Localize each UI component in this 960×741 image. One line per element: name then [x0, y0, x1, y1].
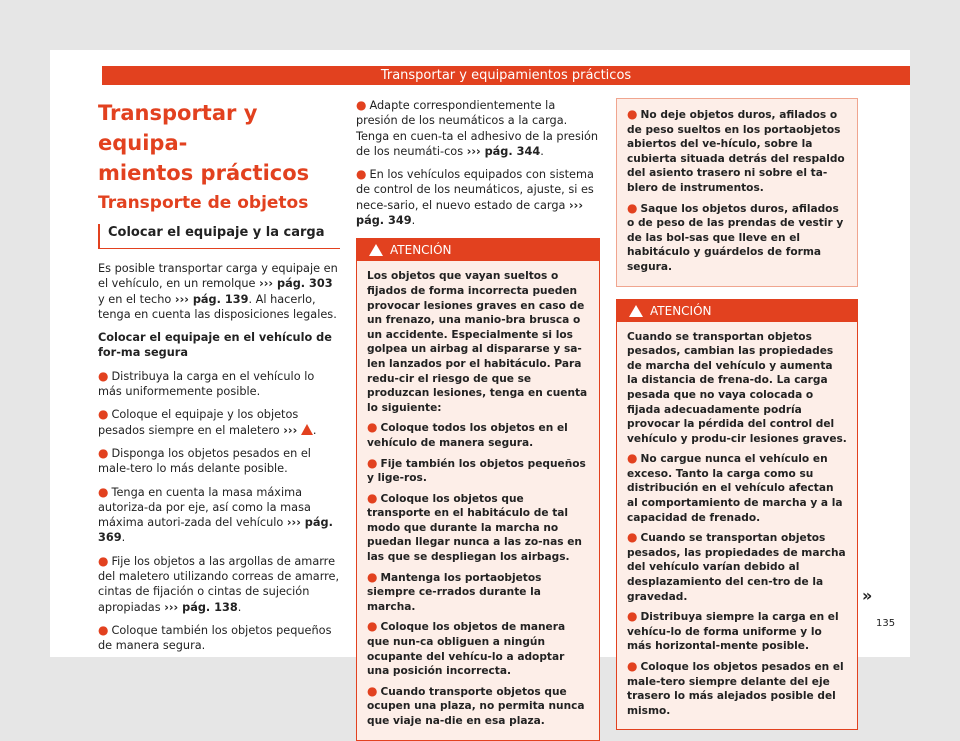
list-item: ● Coloque los objetos que transporte en el habitáculo de tal modo que durante la marcha no puedan llegar nunca a las zo-nas en las que se despliegan los airbags. [367, 490, 582, 564]
list-item: ● Coloque los objetos pesados en el male-tero siempre delante del eje trasero lo más alejados posible del mismo. [627, 659, 844, 717]
section-title: Transporte de objetos [98, 193, 309, 213]
bullet-icon: ● [367, 490, 378, 505]
warning-body [617, 322, 857, 730]
list-item: ● En los vehículos equipados con sistema de control de los neumáticos, ajuste, si es nece-sario, el nuevo estado de carga ››› pág. 349. [356, 167, 594, 228]
warning-box [356, 238, 600, 740]
list-item: ● No deje objetos duros, afilados o de peso sueltos en los portaobjetos abiertos del ve-hículo, sobre la cubierta situada detrás del respaldo del asiento trasero ni sobre el ta-blero de instrumentos. [627, 107, 845, 194]
bullet-icon: ● [98, 445, 109, 460]
bullet-icon: ● [367, 420, 378, 435]
bullet-icon: ● [98, 368, 109, 383]
bullet-icon: ● [356, 98, 367, 112]
warning-text: Cuando se transportan objetos pesados, cambian las propiedades de marcha del vehículo y aumenta la distancia de frena-do. La carga pesada que no vaya colocada o fijada adecuadamente podría provocar la pérdida del control del vehículo y produ-cir lesiones graves. [627, 330, 847, 445]
page-ref-link[interactable]: ››› pág. 139 [174, 292, 249, 306]
bullet-icon: ● [367, 455, 378, 470]
warning-continuation-box [616, 98, 858, 287]
continue-arrow-icon: » [862, 586, 873, 605]
bullet-icon: ● [627, 659, 638, 673]
list-item: ● Distribuya siempre la carga en el vehícu-lo de forma uniforme y lo más horizontal-mente posible. [627, 609, 839, 653]
warning-icon [301, 424, 313, 435]
bullet-icon: ● [98, 553, 109, 568]
list-item: ● Cuando se transportan objetos pesados, las propiedades de marcha del vehículo varían debido al desplazamiento del cen-tro de la gravedad. [627, 530, 846, 603]
bullet-icon: ● [356, 167, 367, 182]
page-ref-link[interactable]: ››› pág. 369 [98, 516, 333, 545]
list-item: ● Tenga en cuenta la masa máxima autoriza-da por eje, así como la masa máxima autori-zada del vehículo ››› pág. 369. [98, 484, 333, 545]
list-item: ● Coloque también los objetos pequeños de manera segura. [98, 622, 332, 653]
bullet-icon: ● [627, 107, 638, 121]
column-left [98, 98, 340, 662]
bullet-icon: ● [367, 619, 378, 634]
list-item: ● Coloque todos los objetos en el vehículo de manera segura. [367, 420, 568, 449]
list-item: ● Disponga los objetos pesados en el male-tero lo más delante posible. [98, 445, 311, 476]
page-ref-link[interactable]: ››› pág. 349 [356, 198, 583, 228]
list-item: ● Adapte correspondientemente la presión de los neumáticos a la carga. Tenga en cuen-ta el adhesivo de la presión de los neumáti-cos ››› pág. 344. [356, 98, 599, 158]
bullet-icon: ● [627, 451, 638, 466]
column-middle [356, 98, 600, 741]
page-ref-link[interactable]: ››› pág. 303 [259, 277, 333, 291]
list-item: ● Distribuya la carga en el vehículo lo más uniformemente posible. [98, 368, 315, 399]
warning-icon [369, 244, 383, 256]
page-number: 135 [876, 618, 896, 629]
list-item: ● Fije también los objetos pequeños y lige-ros. [367, 455, 586, 485]
list-item: ● No cargue nunca el vehículo en exceso. Tanto la carga como su distribución en el vehículo afectan al comportamiento de marcha y a la capacidad de frenado. [627, 451, 843, 524]
warning-text: Los objetos que vayan sueltos o fijados de forma incorrecta pueden provocar lesiones graves en caso de un frenazo, una manio-bra brusca o un accidente. Especialmente si los golpea un airbag al dispararse y sa-len lanzados por el habitáculo. Para redu-cir el riesgo de que se produzcan lesiones, tenga en cuenta lo siguiente: [367, 270, 588, 414]
page-ref-link[interactable]: ››› pág. 344 [466, 144, 541, 158]
list-item: ● Saque los objetos duros, afilados o de peso de las prendas de vestir y de las bol-sas que lleve en el habitáculo y guárdelos de forma segura. [627, 200, 844, 273]
chapter-header: Transportar y equipamientos prácticos [102, 66, 910, 85]
list-item: ● Fije los objetos a las argollas de amarre del maletero utilizando correas de amarre, cintas de fijación o cintas de sujeción apropiadas ››› pág. 138. [98, 553, 340, 614]
warning-box [616, 299, 858, 731]
bullet-icon: ● [98, 407, 109, 422]
warning-header: ATENCIÓN [357, 239, 599, 261]
list-item: ● Cuando transporte objetos que ocupen una plaza, no permita nunca que viaje na-die en esa plaza. [367, 683, 585, 727]
bullet-icon: ● [627, 530, 638, 545]
bullet-icon: ● [367, 683, 378, 698]
page-ref-link[interactable]: ››› [283, 423, 298, 437]
manual-page [50, 50, 910, 727]
column-right [616, 98, 858, 730]
intro-paragraph: Es posible transportar carga y equipaje en el vehículo, en un remolque ››› pág. 303 y en el techo ››› pág. 139. Al hacerlo, tenga en cuenta las disposiciones legales. [98, 262, 338, 321]
sub-heading: Colocar el equipaje en el vehículo de for-ma segura [98, 331, 332, 360]
bullet-icon: ● [98, 622, 109, 637]
warning-icon [629, 305, 643, 317]
chapter-title: Transportar y equipa- mientos prácticos [98, 101, 310, 185]
warning-body [357, 261, 599, 739]
bullet-icon: ● [367, 569, 378, 584]
bullet-icon: ● [98, 484, 109, 499]
bullet-icon: ● [627, 609, 638, 624]
subsection-title: Colocar el equipaje y la carga [98, 224, 340, 249]
list-item: ● Mantenga los portaobjetos siempre ce-rrados durante la marcha. [367, 569, 542, 613]
list-item: ● Coloque el equipaje y los objetos pesados siempre en el maletero ››› . [98, 407, 317, 437]
warning-header: ATENCIÓN [617, 300, 857, 322]
page-ref-link[interactable]: ››› pág. 138 [164, 600, 238, 614]
bullet-icon: ● [627, 200, 638, 215]
list-item: ● Coloque los objetos de manera que nun-ca obliguen a ningún ocupante del vehícu-lo a adoptar una posición incorrecta. [367, 619, 566, 678]
